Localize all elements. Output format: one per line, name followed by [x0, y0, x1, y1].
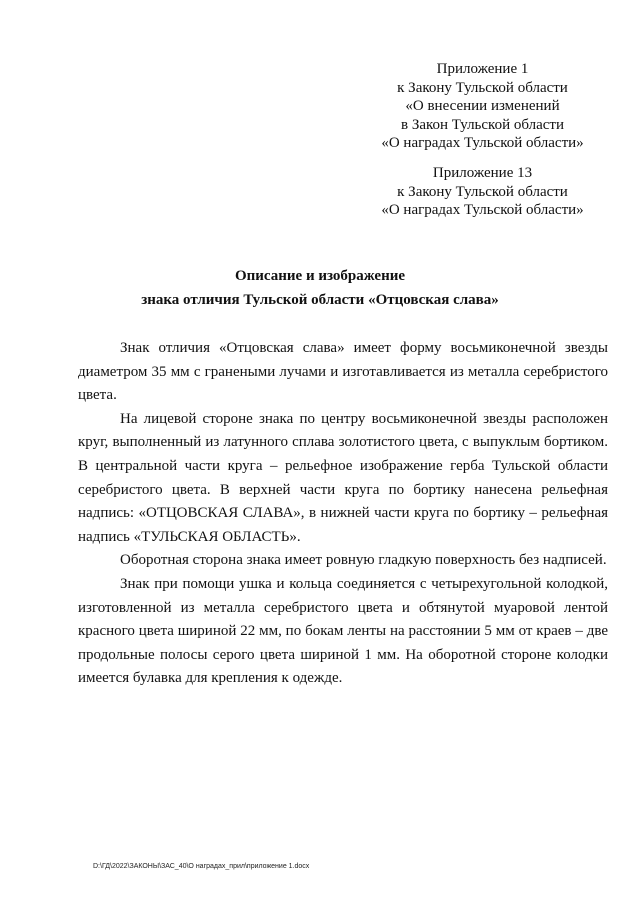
appendix-13-line: к Закону Тульской области: [397, 183, 568, 200]
appendix-1-line: «О внесении изменений: [405, 98, 560, 114]
appendix-13-line: Приложение 13: [432, 165, 533, 181]
appendix-13-header: [355, 164, 610, 220]
appendix-1-header: [355, 60, 610, 153]
appendix-1-line: к Закону Тульской области: [397, 79, 568, 96]
footer-file-path: D:\ГД\2022\ЗАКОНЫ\ЗАС_40\О наградах_прил\приложение 1.docx: [93, 863, 310, 870]
body-paragraph: Оборотная сторона знака имеет ровную гладкую поверхность без надписей.: [120, 552, 607, 569]
document-title-line-1: Описание и изображение: [234, 268, 406, 284]
appendix-1-line: в Закон Тульской области: [401, 116, 564, 133]
body-paragraph: Знак отличия «Отцовская слава» имеет форму восьмиконечной звезды диаметром 35 мм с гранеными лучами и изготавливается из металла серебристого цвета.: [78, 340, 608, 404]
document-body: [78, 337, 608, 691]
body-paragraph: На лицевой стороне знака по центру восьмиконечной звезды расположен круг, выполненный из латунного сплава золотистого цвета, с выпуклым бортиком. В центральной части круга – рельефное изображение герба Тульской области серебристого цвета. В верхней части круга по бортику нанесена рельефная надпись: «ОТЦОВСКАЯ СЛАВА», в нижней части круга по бортику – рельефная надпись «ТУЛЬСКАЯ ОБЛАСТЬ».: [78, 410, 608, 545]
body-paragraph: Знак при помощи ушка и кольца соединяется с четырехугольной колодкой, изготовленной из металла серебристого цвета и обтянутой муаровой лентой красного цвета шириной 22 мм, по бокам ленты на расстоянии 5 мм от краев – две продольные полосы серого цвета шириной 1 мм. На оборотной стороне колодки имеется булавка для крепления к одежде.: [78, 575, 608, 687]
document-title-line-2: знака отличия Тульской области «Отцовская слава»: [141, 292, 499, 308]
appendix-13-line: «О наградах Тульской области»: [381, 202, 584, 218]
appendix-1-line: Приложение 1: [436, 61, 529, 77]
appendix-1-line: «О наградах Тульской области»: [381, 135, 584, 151]
